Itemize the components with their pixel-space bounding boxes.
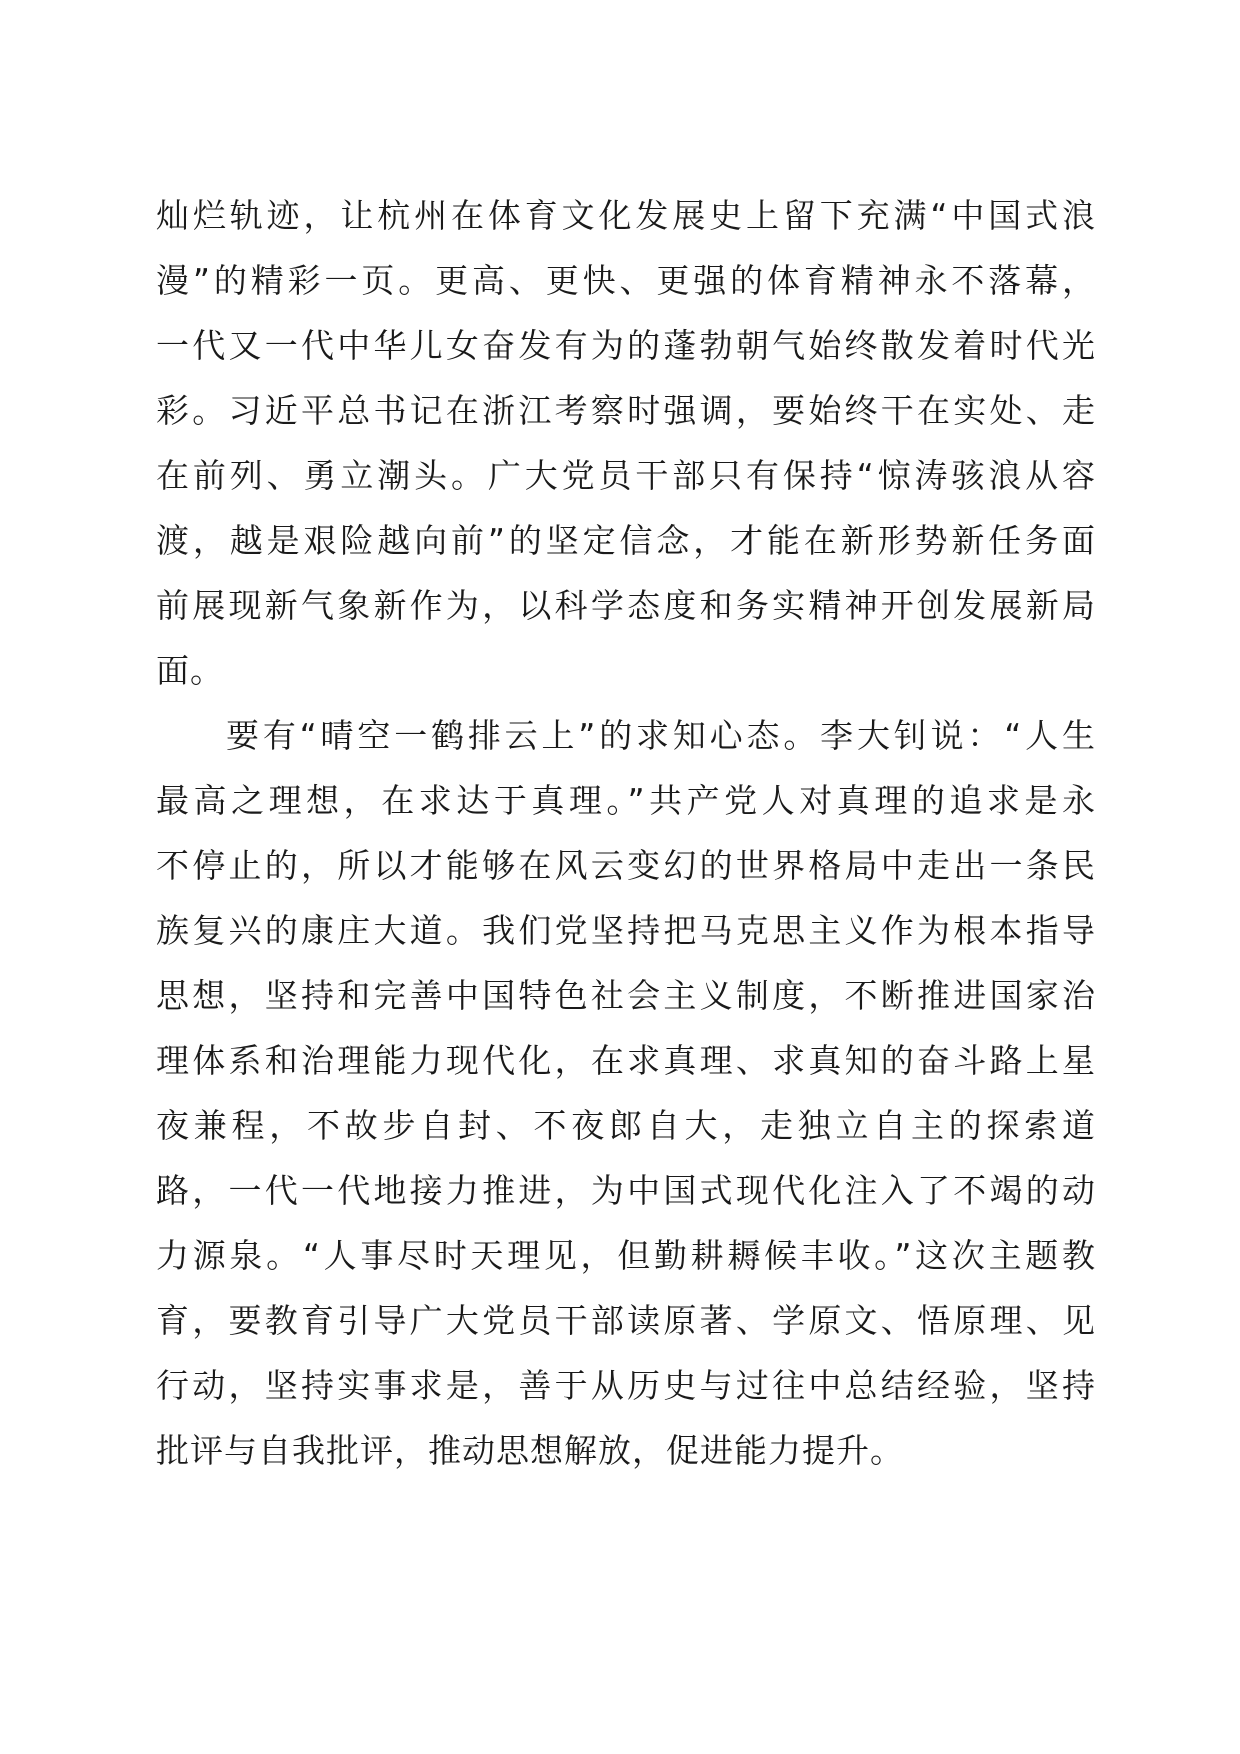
text-line: 族复兴的康庄大道。我们党坚持把马克思主义作为根本指导 [156, 911, 1096, 950]
text-line: 力源泉。“人事尽时天理见，但勤耕耨候丰收。”这次主题教 [156, 1236, 1096, 1275]
text-line: 渡，越是艰险越向前”的坚定信念，才能在新形势新任务面 [156, 521, 1096, 560]
text-line: 灿烂轨迹，让杭州在体育文化发展史上留下充满“中国式浪 [156, 196, 1096, 235]
text-line: 理体系和治理能力现代化，在求真理、求真知的奋斗路上星 [156, 1041, 1096, 1080]
text-line: 一代又一代中华儿女奋发有为的蓬勃朝气始终散发着时代光 [156, 326, 1096, 365]
text-line: 在前列、勇立潮头。广大党员干部只有保持“惊涛骇浪从容 [156, 456, 1096, 495]
text-line: 面。 [156, 651, 224, 690]
text-line: 最高之理想，在求达于真理。”共产党人对真理的追求是永 [156, 781, 1096, 820]
text-line: 漫”的精彩一页。更高、更快、更强的体育精神永不落幕， [156, 261, 1096, 300]
text-line: 不停止的，所以才能够在风云变幻的世界格局中走出一条民 [156, 846, 1096, 885]
paragraph-first-line: 要有“晴空一鹤排云上”的求知心态。李大钊说：“人生 [226, 716, 1096, 755]
document-body [156, 183, 1096, 1483]
text-line: 育，要教育引导广大党员干部读原著、学原文、悟原理、见 [156, 1301, 1096, 1340]
text-line: 前展现新气象新作为，以科学态度和务实精神开创发展新局 [156, 586, 1096, 625]
text-line: 路，一代一代地接力推进，为中国式现代化注入了不竭的动 [156, 1171, 1096, 1210]
text-line: 思想，坚持和完善中国特色社会主义制度，不断推进国家治 [156, 976, 1096, 1015]
text-line: 彩。习近平总书记在浙江考察时强调，要始终干在实处、走 [156, 391, 1096, 430]
text-line: 行动，坚持实事求是，善于从历史与过往中总结经验，坚持 [156, 1366, 1096, 1405]
text-line: 夜兼程，不故步自封、不夜郎自大，走独立自主的探索道 [156, 1106, 1096, 1145]
text-line: 批评与自我批评，推动思想解放，促进能力提升。 [156, 1431, 904, 1470]
